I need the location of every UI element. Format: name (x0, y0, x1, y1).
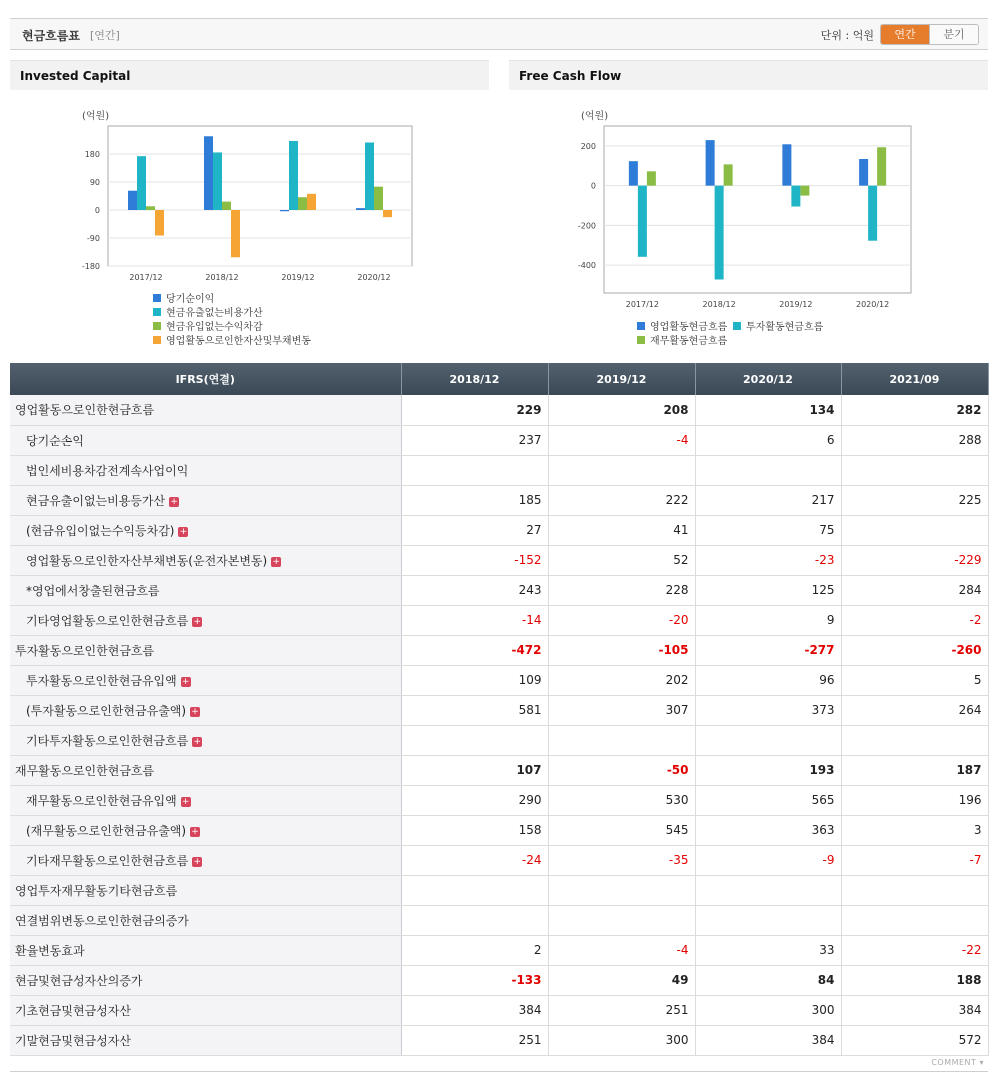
row-label (10, 425, 401, 455)
row-label (10, 455, 401, 485)
tab-quarter[interactable]: 분기 (929, 25, 978, 44)
row-label-text: 영업활동으로인한자산부채변동(운전자본변동) (26, 553, 268, 568)
table-cell: 107 (401, 755, 548, 785)
table-cell: 237 (401, 425, 548, 455)
expand-icon[interactable]: + (193, 736, 202, 747)
row-label-text: (현금유입이없는수익등차감) (26, 523, 175, 538)
table-cell: 229 (401, 395, 548, 425)
table-row (10, 725, 988, 755)
bar (155, 210, 164, 236)
table-cell: 288 (841, 425, 988, 455)
table-row (10, 815, 988, 845)
free-cash-flow-chart (509, 90, 988, 360)
bar (706, 140, 715, 186)
y-tick-label: -400 (577, 261, 596, 271)
bar (307, 194, 316, 210)
table-cell: -24 (401, 845, 548, 875)
bar (629, 161, 638, 185)
table-cell: -133 (401, 965, 548, 995)
table-cell: 75 (695, 515, 841, 545)
table-cell: 384 (841, 995, 988, 1025)
period-toggle (880, 24, 979, 45)
x-tick-label: 2017/12 (129, 273, 163, 282)
table-cell: 9 (695, 605, 841, 635)
table-corner-header: IFRS(연결) (10, 363, 401, 395)
row-label-text: 기말현금및현금성자산 (15, 1033, 131, 1048)
legend-swatch (637, 322, 645, 330)
table-cell: 188 (841, 965, 988, 995)
bar (383, 210, 392, 217)
row-label[interactable] (10, 605, 401, 635)
table-row (10, 1025, 988, 1055)
expand-icon[interactable]: + (272, 556, 280, 567)
row-label (10, 875, 401, 905)
table-row (10, 845, 988, 875)
bar (137, 156, 146, 210)
legend-swatch (637, 336, 645, 344)
table-cell: 193 (695, 755, 841, 785)
table-cell: 572 (841, 1025, 988, 1055)
row-label-text: *영업에서창출된현금흐름 (26, 583, 160, 598)
legend-swatch (153, 336, 161, 344)
row-label (10, 395, 401, 425)
table-cell (695, 725, 841, 755)
table-cell: 49 (548, 965, 695, 995)
row-label-text: 당기순손익 (26, 433, 84, 448)
table-cell: 208 (548, 395, 695, 425)
bar (146, 206, 155, 210)
table-cell: 228 (548, 575, 695, 605)
table-row (10, 785, 988, 815)
table-row (10, 995, 988, 1025)
y-tick-label: 0 (590, 181, 596, 191)
table-cell: 300 (695, 995, 841, 1025)
table-cell (401, 455, 548, 485)
table-cell: 300 (548, 1025, 695, 1055)
table-cell: 225 (841, 485, 988, 515)
table-cell: -7 (841, 845, 988, 875)
table-cell (841, 455, 988, 485)
bar (289, 141, 298, 210)
table-row (10, 515, 988, 545)
table-cell (695, 455, 841, 485)
table-cell: 196 (841, 785, 988, 815)
table-cell: -472 (401, 635, 548, 665)
expand-icon[interactable]: + (193, 616, 202, 627)
row-label-text: 현금유출이없는비용등가산 (26, 493, 166, 508)
table-cell: -4 (548, 935, 695, 965)
legend-swatch (153, 322, 161, 330)
x-tick-label: 2019/12 (281, 273, 315, 282)
bar (222, 202, 231, 210)
table-cell (841, 875, 988, 905)
cashflow-table (10, 363, 989, 1056)
table-cell: 384 (401, 995, 548, 1025)
free-cash-flow-title: Free Cash Flow (509, 60, 988, 90)
table-cell: 251 (401, 1025, 548, 1055)
table-cell: 185 (401, 485, 548, 515)
row-label (10, 635, 401, 665)
row-label (10, 905, 401, 935)
table-cell: -23 (695, 545, 841, 575)
row-label-text: 투자활동으로인한현금유입액 (26, 673, 177, 688)
table-cell (401, 875, 548, 905)
table-cell: 2 (401, 935, 548, 965)
table-cell: 125 (695, 575, 841, 605)
table-row (10, 575, 988, 605)
x-tick-label: 2018/12 (702, 300, 736, 309)
table-cell (841, 905, 988, 935)
table-cell: 373 (695, 695, 841, 725)
x-tick-label: 2019/12 (779, 300, 813, 309)
row-label-text: 영업투자재무활동기타현금흐름 (15, 883, 178, 898)
bar (128, 191, 137, 210)
bar (365, 142, 374, 210)
table-cell: 530 (548, 785, 695, 815)
y-tick-label: 180 (84, 150, 100, 159)
table-cell (548, 905, 695, 935)
row-label-text: 환율변동효과 (15, 943, 85, 958)
table-cell: 384 (695, 1025, 841, 1055)
legend-entry: 당기순이익 (166, 294, 215, 305)
bar (204, 136, 213, 210)
row-label-text: 재무활동으로인한현금유입액 (26, 793, 177, 808)
legend-swatch (733, 322, 741, 330)
legend-swatch (153, 308, 161, 316)
row-label-text: (투자활동으로인한현금유출액) (26, 703, 187, 718)
y-tick-label: 0 (94, 206, 100, 215)
expand-icon[interactable]: + (181, 676, 190, 687)
row-label-text: 재무활동으로인한현금흐름 (15, 763, 155, 778)
bar (374, 187, 383, 210)
table-row (10, 965, 988, 995)
bar (647, 171, 656, 185)
table-cell: 158 (401, 815, 548, 845)
table-cell: -20 (548, 605, 695, 635)
row-label (10, 965, 401, 995)
table-cell: 581 (401, 695, 548, 725)
chart-unit-label: (억원) (581, 111, 609, 122)
table-cell (841, 515, 988, 545)
table-cell: -277 (695, 635, 841, 665)
table-cell (548, 725, 695, 755)
table-cell: 565 (695, 785, 841, 815)
y-tick-label: 200 (580, 141, 596, 151)
period-type-label: [연간] (90, 29, 120, 42)
row-label (10, 995, 401, 1025)
free-cash-flow-panel (509, 60, 988, 360)
table-cell: -229 (841, 545, 988, 575)
row-label (10, 755, 401, 785)
table-cell: 52 (548, 545, 695, 575)
table-cell: 109 (401, 665, 548, 695)
expand-icon[interactable]: + (193, 856, 202, 867)
table-cell: 134 (695, 395, 841, 425)
bar (356, 208, 365, 210)
row-label[interactable] (10, 785, 401, 815)
table-cell: -4 (548, 425, 695, 455)
period-header: 2020/12 (695, 363, 841, 395)
row-label-text: 기타투자활동으로인한현금흐름 (26, 733, 189, 748)
tab-annual[interactable]: 연간 (881, 25, 929, 44)
page-title: 현금흐름표 (22, 29, 80, 43)
row-label (10, 575, 401, 605)
bar (859, 159, 868, 186)
table-row (10, 755, 988, 785)
plot-area (604, 126, 911, 293)
table-row (10, 635, 988, 665)
table-cell: 290 (401, 785, 548, 815)
row-label[interactable] (10, 545, 401, 575)
legend-entry: 영업활동현금흐름 (650, 322, 728, 333)
legend-swatch (153, 294, 161, 302)
legend-entry: 영업활동으로인한자산및부채변동 (166, 336, 311, 347)
row-label-text: 기초현금및현금성자산 (15, 1003, 131, 1018)
table-cell: 96 (695, 665, 841, 695)
table-cell: -2 (841, 605, 988, 635)
table-cell: 202 (548, 665, 695, 695)
x-tick-label: 2020/12 (856, 300, 890, 309)
row-label-text: 투자활동으로인한현금흐름 (15, 643, 155, 658)
row-label[interactable] (10, 665, 401, 695)
table-cell: -35 (548, 845, 695, 875)
y-tick-label: -180 (81, 262, 100, 271)
table-cell: -14 (401, 605, 548, 635)
table-cell: -9 (695, 845, 841, 875)
table-row (10, 665, 988, 695)
row-label-text: 영업활동으로인한현금흐름 (15, 403, 155, 418)
table-row (10, 425, 988, 455)
chart-unit-label: (억원) (82, 111, 110, 122)
table-cell: 84 (695, 965, 841, 995)
row-label[interactable] (10, 845, 401, 875)
table-row (10, 905, 988, 935)
bar (231, 210, 240, 257)
row-label-text: 법인세비용차감전계속사업이익 (26, 463, 189, 478)
table-cell: 545 (548, 815, 695, 845)
table-cell: 5 (841, 665, 988, 695)
x-tick-label: 2017/12 (625, 300, 659, 309)
expand-icon[interactable]: + (181, 796, 190, 807)
row-label-text: (재무활동으로인한현금유출액) (26, 823, 187, 838)
legend-entry: 재무활동현금흐름 (650, 336, 728, 347)
bar (877, 147, 886, 185)
period-header: 2019/12 (548, 363, 695, 395)
period-header: 2018/12 (401, 363, 548, 395)
table-row (10, 455, 988, 485)
table-row (10, 695, 988, 725)
table-cell: 187 (841, 755, 988, 785)
table-row (10, 875, 988, 905)
comment-link[interactable]: COMMENT ▾ (931, 1058, 984, 1067)
table-cell: -152 (401, 545, 548, 575)
row-label-text: 연결범위변동으로인한현금의증가 (15, 913, 189, 928)
bar (782, 144, 791, 185)
table-cell (401, 725, 548, 755)
row-label (10, 1025, 401, 1055)
period-header: 2021/09 (841, 363, 988, 395)
row-label (10, 935, 401, 965)
expand-icon[interactable]: + (179, 526, 188, 537)
expand-icon[interactable]: + (170, 496, 178, 507)
table-cell (548, 875, 695, 905)
legend-entry: 투자활동현금흐름 (746, 322, 824, 333)
legend-entry: 현금유입없는수익차감 (166, 322, 263, 333)
table-cell: 284 (841, 575, 988, 605)
table-cell: 307 (548, 695, 695, 725)
table-cell: 264 (841, 695, 988, 725)
table-cell: 243 (401, 575, 548, 605)
bar (800, 186, 809, 196)
row-label-text: 현금및현금성자산의증가 (15, 973, 143, 988)
bottom-divider (10, 1071, 988, 1072)
table-cell (695, 905, 841, 935)
row-label[interactable] (10, 515, 401, 545)
table-cell: 6 (695, 425, 841, 455)
bar (638, 186, 647, 257)
table-cell: 27 (401, 515, 548, 545)
table-cell (695, 875, 841, 905)
cashflow-header (10, 18, 988, 50)
bar (213, 152, 222, 210)
y-tick-label: -200 (577, 221, 596, 231)
table-row (10, 485, 988, 515)
table-cell: 217 (695, 485, 841, 515)
x-tick-label: 2020/12 (357, 273, 391, 282)
table-cell: 222 (548, 485, 695, 515)
table-cell: 363 (695, 815, 841, 845)
bar (715, 186, 724, 280)
table-cell: -105 (548, 635, 695, 665)
invested-capital-panel (10, 60, 489, 360)
unit-label: 단위 : 억원 (820, 29, 874, 42)
table-header-row (10, 363, 988, 395)
expand-icon[interactable]: + (191, 706, 199, 717)
table-cell: 251 (548, 995, 695, 1025)
table-cell: -50 (548, 755, 695, 785)
table-cell: 3 (841, 815, 988, 845)
table-cell (548, 455, 695, 485)
table-cell (401, 905, 548, 935)
table-row (10, 395, 988, 425)
row-label[interactable] (10, 725, 401, 755)
bar (868, 186, 877, 241)
x-tick-label: 2018/12 (205, 273, 239, 282)
bar (280, 210, 289, 211)
table-row (10, 935, 988, 965)
table-cell: 33 (695, 935, 841, 965)
table-cell: -260 (841, 635, 988, 665)
invested-capital-title: Invested Capital (10, 60, 489, 90)
y-tick-label: -90 (86, 234, 100, 243)
row-label[interactable] (10, 695, 401, 725)
table-cell (841, 725, 988, 755)
table-row (10, 545, 988, 575)
table-cell: 282 (841, 395, 988, 425)
table-row (10, 605, 988, 635)
table-cell: -22 (841, 935, 988, 965)
legend-entry: 현금유출없는비용가산 (166, 308, 263, 319)
invested-capital-chart (10, 90, 489, 360)
expand-icon[interactable]: + (191, 826, 199, 837)
table-cell: 41 (548, 515, 695, 545)
row-label-text: 기타재무활동으로인한현금흐름 (26, 853, 189, 868)
bar (791, 186, 800, 207)
y-tick-label: 90 (89, 178, 100, 187)
row-label[interactable] (10, 485, 401, 515)
bar (724, 164, 733, 185)
row-label-text: 기타영업활동으로인한현금흐름 (26, 613, 189, 628)
bar (298, 197, 307, 210)
row-label[interactable] (10, 815, 401, 845)
